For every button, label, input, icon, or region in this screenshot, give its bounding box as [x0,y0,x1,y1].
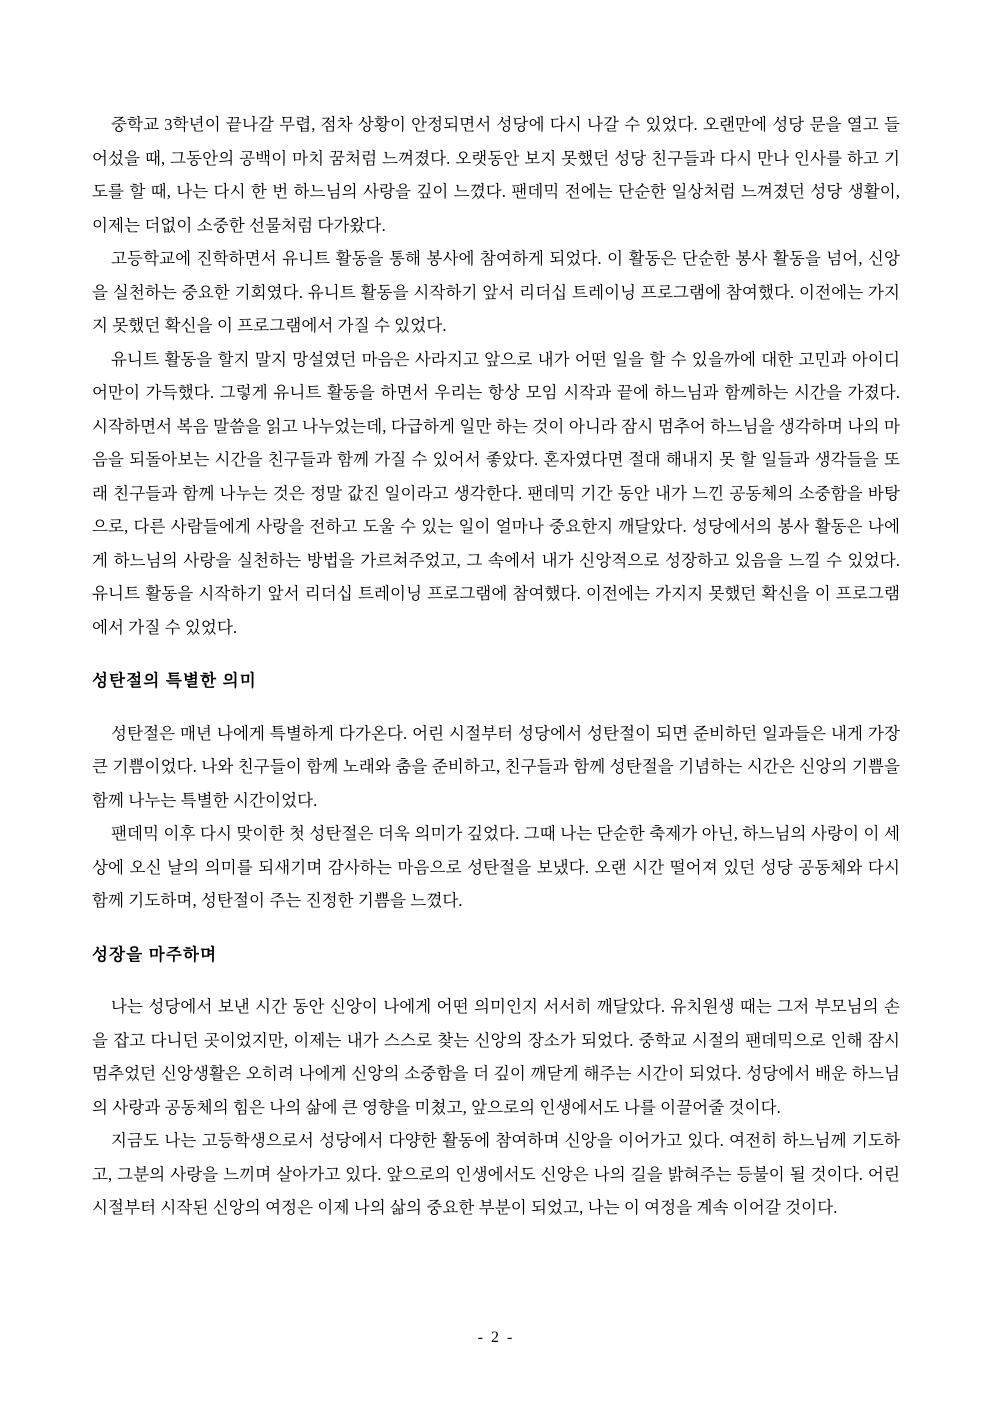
paragraph: 유니트 활동을 할지 말지 망설였던 마음은 사라지고 앞으로 내가 어떤 일을 할 수 있을까에 대한 고민과 아이디어만이 가득했다. 그렇게 유니트 활동을 하면서 우리는 항상 모임 시작과 끝에 하느님과 함께하는 시간을 가졌다. 시작하면서 복음 말씀을 읽고 나누었는데, 다급하게 일만 하는 것이 아니라 잠시 멈추어 하느님을 생각하며 나의 마음을 되돌아보는 시간을 친구들과 함께 가질 수 있어서 좋았다. 혼자였다면 절대 해내지 못 할 일들과 생각들을 또래 친구들과 함께 나누는 것은 정말 값진 일이라고 생각한다. 팬데믹 기간 동안 내가 느낀 공동체의 소중함을 바탕으로, 다른 사람들에게 사랑을 전하고 도울 수 있는 일이 얼마나 중요한지 깨달았다. 성당에서의 봉사 활동은 나에게 하느님의 사랑을 실천하는 방법을 가르쳐주었고, 그 속에서 내가 신앙적으로 성장하고 있음을 느낄 수 있었다. 유니트 활동을 시작하기 앞서 리더십 트레이닝 프로그램에 참여했다. 이전에는 가지지 못했던 확신을 이 프로그램에서 가질 수 있었다. [92,349,900,637]
document-body [92,108,900,1225]
paragraph: 고등학교에 진학하면서 유니트 활동을 통해 봉사에 참여하게 되었다. 이 활동은 단순한 봉사 활동을 넘어, 신앙을 실천하는 중요한 기회였다. 유니트 활동을 시작하기 앞서 리더십 트레이닝 프로그램에 참여했다. 이전에는 가지지 못했던 확신을 이 프로그램에서 가질 수 있었다. [92,249,900,335]
section-heading-growth: 성장을 마주하며 [92,944,218,964]
section-spacer [92,698,900,717]
paragraph: 중학교 3학년이 끝나갈 무렵, 점차 상황이 안정되면서 성당에 다시 나갈 수 있었다. 오랜만에 성당 문을 열고 들어섰을 때, 그동안의 공백이 마치 꿈처럼 느껴졌다. 오랫동안 보지 못했던 성당 친구들과 다시 만나 인사를 하고 기도를 할 때, 나는 다시 한 번 하느님의 사랑을 깊이 느꼈다. 팬데믹 전에는 단순한 일상처럼 느껴졌던 성당 생활이, 이제는 더없이 소중한 선물처럼 다가왔다. [92,115,900,235]
section-spacer [92,644,900,664]
paragraph: 나는 성당에서 보낸 시간 동안 신앙이 나에게 어떤 의미인지 서서히 깨달았다. 유치원생 때는 그저 부모님의 손을 잡고 다니던 곳이었지만, 이제는 내가 스스로 찾는 신앙의 장소가 되었다. 중학교 시절의 팬데믹으로 인해 잠시 멈추었던 신앙생활은 오히려 나에게 신앙의 소중함을 더 깊이 깨닫게 해주는 시간이 되었다. 성당에서 배운 하느님의 사랑과 공동체의 힘은 나의 삶에 큰 영향을 미쳤고, 앞으로의 인생에서도 나를 이끌어줄 것이다. [92,997,900,1117]
paragraph: 성탄절은 매년 나에게 특별하게 다가온다. 어린 시절부터 성당에서 성탄절이 되면 준비하던 일과들은 내게 가장 큰 기쁨이었다. 나와 친구들이 함께 노래와 춤을 준비하고, 친구들과 함께 성탄절을 기념하는 시간은 신앙의 기쁨을 함께 나누는 특별한 시간이었다. [92,723,900,810]
section-spacer [92,971,900,990]
paragraph: 팬데믹 이후 다시 맞이한 첫 성탄절은 더욱 의미가 깊었다. 그때 나는 단순한 축제가 아닌, 하느님의 사랑이 이 세상에 오신 날의 의미를 되새기며 감사하는 마음으로 성탄절을 보냈다. 오랜 시간 떨어져 있던 성당 공동체와 다시 함께 기도하며, 성탄절이 주는 진정한 기쁨을 느꼈다. [92,824,900,910]
paragraph: 지금도 나는 고등학생으로서 성당에서 다양한 활동에 참여하며 신앙을 이어가고 있다. 여전히 하느님께 기도하고, 그분의 사랑을 느끼며 살아가고 있다. 앞으로의 인생에서도 신앙은 나의 길을 밝혀주는 등불이 될 것이다. 어린 시절부터 시작된 신앙의 여정은 이제 나의 삶의 중요한 부분이 되었고, 나는 이 여정을 계속 이어갈 것이다. [92,1131,900,1217]
section-spacer [92,918,900,938]
section-heading-christmas: 성탄절의 특별한 의미 [92,671,257,690]
page-number: - 2 - [477,1329,515,1346]
